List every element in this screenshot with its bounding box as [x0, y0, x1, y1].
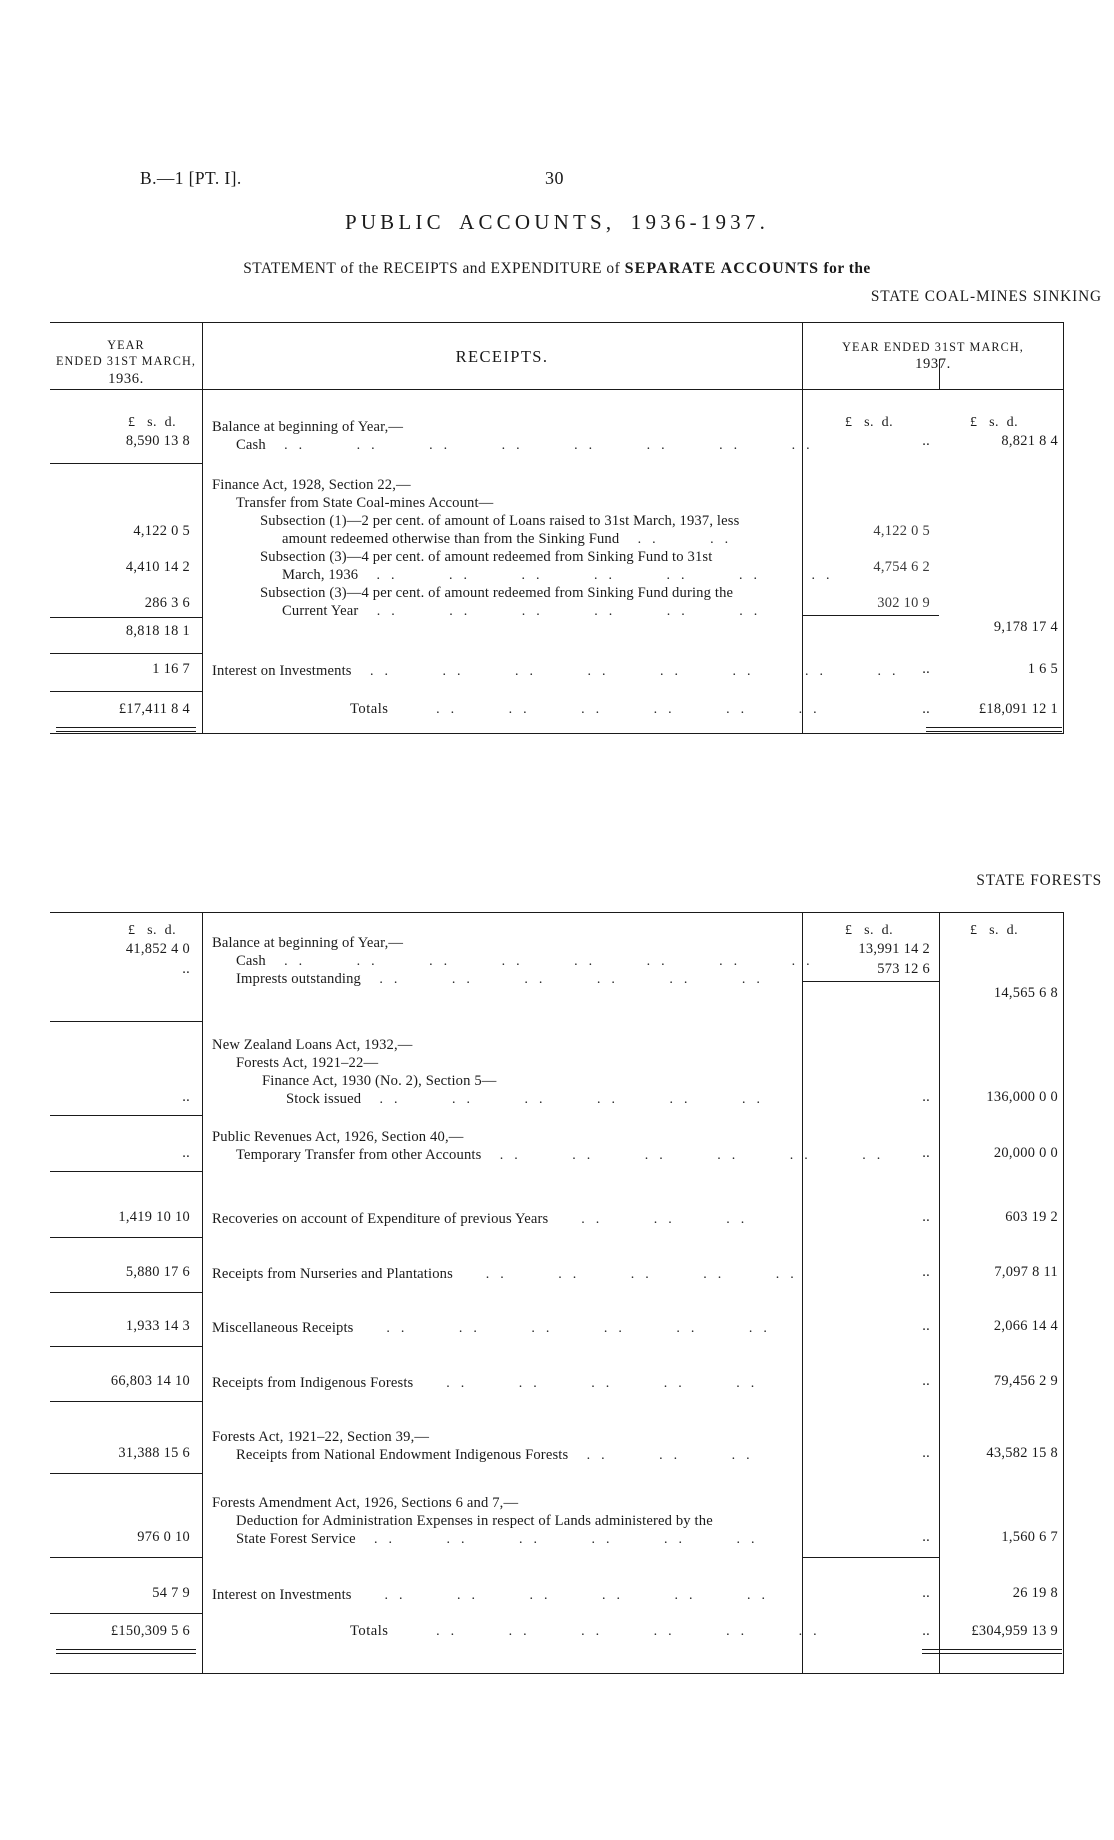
section-title-coal-mines-sinking: STATE COAL-MINES SINKING — [870, 288, 1102, 305]
table2-row8-mid: .. — [922, 1529, 930, 1545]
table2-vrule-far-right — [1063, 913, 1064, 1673]
table1-row2-desc-0: Subsection (3)—4 per cent. of amount redeemed from Sinking Fund to 31st — [260, 549, 713, 565]
table2-vrule-mid — [939, 913, 940, 1673]
page-number: 30 — [545, 168, 564, 188]
shillings-symbol: s. — [864, 923, 874, 938]
subtitle-lead: STATEMENT of the RECEIPTS and EXPENDITURE of — [243, 260, 625, 277]
table2-totals-label — [350, 1623, 828, 1640]
leader-dots: .. .. .. .. .. .. — [392, 702, 828, 717]
table2-row0-right: 14,565 6 8 — [993, 985, 1058, 1001]
statement-subtitle — [0, 260, 1114, 278]
table2-row5-right: 2,066 14 4 — [993, 1318, 1058, 1334]
table1-row5-right: 1 6 5 — [1027, 661, 1058, 677]
table1-total-right: £18,091 12 1 — [978, 701, 1058, 717]
table1-rule-before-totals — [50, 691, 202, 692]
table1-lsd-mid — [845, 415, 893, 431]
table1-row1-desc-3-text: amount redeemed otherwise than from the Sinking Fund — [282, 531, 620, 547]
page-header — [0, 168, 1114, 192]
table1-total-mid: .. — [922, 701, 930, 717]
table2-row0-desc-2 — [236, 969, 771, 990]
table1-row2-left: 4,410 14 2 — [125, 559, 190, 575]
table2-lsd-mid — [845, 923, 893, 939]
table2-row1-desc-0: New Zealand Loans Act, 1932,— — [212, 1037, 413, 1053]
table2-row2-desc-1 — [236, 1145, 891, 1166]
table2-row4-desc-0 — [212, 1264, 805, 1285]
table2-total-right: £304,959 13 9 — [971, 1623, 1058, 1639]
table2-row0-left: 41,852 4 0 — [125, 941, 190, 957]
table2-row0-desc-2-text: Imprests outstanding — [236, 971, 362, 987]
table2-row2-desc-0: Public Revenues Act, 1926, Section 40,— — [212, 1129, 464, 1145]
pound-symbol: £ — [845, 415, 853, 430]
table2-row4-right: 7,097 8 11 — [994, 1264, 1058, 1280]
pence-symbol: d. — [164, 415, 176, 430]
table2-rule-after-row5 — [50, 1346, 202, 1347]
table2-row4-left: 5,880 17 6 — [125, 1264, 190, 1280]
table-state-forests — [50, 912, 1064, 1674]
table1-row0-desc-1-text: Cash — [236, 437, 266, 453]
table2-row9-desc-0 — [212, 1585, 776, 1606]
table1-row3-desc-1-text: Current Year — [282, 603, 359, 619]
table2-rule-mid-row0 — [802, 981, 939, 982]
pound-symbol: £ — [970, 923, 978, 938]
leader-dots: .. .. .. .. .. .. — [357, 1321, 778, 1336]
pence-symbol: d. — [881, 923, 893, 938]
table1-header-rule — [50, 389, 1064, 390]
table2-total-left: £150,309 5 6 — [110, 1623, 190, 1639]
table1-right-head-year: 1937. — [915, 356, 951, 373]
table2-row8-right: 1,560 6 7 — [1001, 1529, 1058, 1545]
table2-row1-right: 136,000 0 0 — [986, 1089, 1058, 1105]
pence-symbol: d. — [164, 923, 176, 938]
table2-row5-mid: .. — [922, 1318, 930, 1334]
table2-row5-desc-text: Miscellaneous Receipts — [212, 1320, 354, 1336]
leader-dots: .. .. .. .. .. .. — [364, 972, 771, 987]
table2-row9-right: 26 19 8 — [1012, 1585, 1058, 1601]
table2-row0-left2: .. — [182, 961, 190, 977]
table2-vrule-right — [802, 913, 803, 1673]
table1-row3-mid: 302 10 9 — [877, 595, 930, 611]
table2-row6-desc-0 — [212, 1373, 765, 1394]
table1-total-left: £17,411 8 4 — [118, 701, 190, 717]
table2-rule-after-row6 — [50, 1401, 202, 1402]
table1-row1-desc-0: Finance Act, 1928, Section 22,— — [212, 477, 411, 493]
pound-symbol: £ — [970, 415, 978, 430]
table1-col-center-header — [202, 347, 802, 367]
table1-rule-before-subtotal — [50, 617, 202, 618]
pence-symbol: d. — [1006, 415, 1018, 430]
table2-row3-right: 603 19 2 — [1005, 1209, 1058, 1225]
section-title-state-forests: STATE FORESTS — [976, 872, 1102, 889]
shillings-symbol: s. — [989, 415, 999, 430]
table1-lsd-right — [970, 415, 1018, 431]
table2-row8-desc-2 — [236, 1529, 766, 1550]
table2-row7-desc-1 — [236, 1445, 761, 1466]
table2-row9-mid: .. — [922, 1585, 930, 1601]
table2-row0-desc-1-text: Cash — [236, 953, 266, 969]
leader-dots: .. .. .. .. .. .. .. .. — [355, 664, 907, 679]
table2-row9-left: 54 7 9 — [152, 1585, 190, 1601]
pound-symbol: £ — [845, 923, 853, 938]
pound-symbol: £ — [128, 415, 136, 430]
table1-right-head-line1: YEAR ENDED 31ST MARCH, — [842, 340, 1024, 354]
table2-row0-desc-0: Balance at beginning of Year,— — [212, 935, 404, 951]
leader-dots: .. .. .. .. .. .. .. .. — [269, 438, 821, 453]
table1-totals-label — [350, 701, 828, 718]
table2-row8-desc-2-text: State Forest Service — [236, 1531, 356, 1547]
table2-row1-desc-1: Forests Act, 1921–22— — [236, 1055, 379, 1071]
leader-dots: .. .. — [623, 532, 740, 547]
table2-total-rule-right — [922, 1649, 1062, 1654]
table2-row6-mid: .. — [922, 1373, 930, 1389]
leader-dots: .. .. .. .. .. .. .. — [362, 568, 841, 583]
leader-dots: .. .. .. .. .. .. — [355, 1588, 776, 1603]
table1-row1-desc-1: Transfer from State Coal-mines Account— — [236, 495, 494, 511]
shillings-symbol: s. — [147, 923, 157, 938]
table2-totals-label-text: Totals — [350, 1623, 389, 1639]
table1-row0-right: 8,821 8 4 — [1001, 433, 1058, 449]
table2-row7-right: 43,582 15 8 — [986, 1445, 1058, 1461]
table2-row0-mid2: 573 12 6 — [877, 961, 930, 977]
table2-rule-mid-row8 — [802, 1557, 939, 1558]
pence-symbol: d. — [881, 415, 893, 430]
table2-lsd-right — [970, 923, 1018, 939]
table2-rule-after-row7 — [50, 1473, 202, 1474]
table2-row1-desc-2: Finance Act, 1930 (No. 2), Section 5— — [262, 1073, 497, 1089]
leader-dots: .. .. .. .. .. .. — [359, 1532, 766, 1547]
document-reference: B.—1 [PT. I]. — [140, 168, 242, 188]
table2-row3-desc-text: Recoveries on account of Expenditure of previous Years — [212, 1211, 549, 1227]
table2-row3-left: 1,419 10 10 — [118, 1209, 190, 1225]
table1-vrule-left — [202, 323, 203, 733]
table2-row0-mid: 13,991 14 2 — [858, 941, 930, 957]
table1-left-head-year: 1936. — [108, 370, 144, 387]
table2-rule-after-row4 — [50, 1292, 202, 1293]
leader-dots: .. .. .. .. .. .. — [392, 1624, 828, 1639]
table1-row0-desc-0: Balance at beginning of Year,— — [212, 419, 404, 435]
shillings-symbol: s. — [864, 415, 874, 430]
table2-row2-right: 20,000 0 0 — [993, 1145, 1058, 1161]
table1-totals-label-text: Totals — [350, 701, 389, 717]
table2-row7-mid: .. — [922, 1445, 930, 1461]
table2-row7-desc-0: Forests Act, 1921–22, Section 39,— — [212, 1429, 430, 1445]
table2-row1-desc-3-text: Stock issued — [286, 1091, 362, 1107]
leader-dots: .. .. .. .. .. — [417, 1376, 766, 1391]
table1-row0-desc-1 — [236, 435, 821, 456]
table2-row2-mid: .. — [922, 1145, 930, 1161]
table1-total-rule-right — [926, 727, 1062, 732]
table-coal-mines-sinking — [50, 322, 1064, 734]
table1-row5-mid: .. — [922, 661, 930, 677]
table1-row0-mid: .. — [922, 433, 930, 449]
table1-lsd-left — [128, 415, 176, 431]
pound-symbol: £ — [128, 923, 136, 938]
table2-row6-right: 79,456 2 9 — [993, 1373, 1058, 1389]
pence-symbol: d. — [1006, 923, 1018, 938]
table1-total-rule-left — [56, 727, 196, 732]
table1-rule-after-subtotal — [50, 653, 202, 654]
subtitle-tail: for the — [819, 260, 871, 277]
table2-rule-after-row2 — [50, 1171, 202, 1172]
table2-total-mid: .. — [922, 1623, 930, 1639]
table2-row2-left: .. — [182, 1145, 190, 1161]
table1-row3-right: 9,178 17 4 — [993, 619, 1058, 635]
leader-dots: .. .. .. — [572, 1448, 761, 1463]
table2-row6-desc-text: Receipts from Indigenous Forests — [212, 1375, 414, 1391]
subtitle-emphasis: SEPARATE ACCOUNTS — [624, 260, 820, 277]
table1-row3-desc-0: Subsection (3)—4 per cent. of amount redeemed from Sinking Fund during the — [260, 585, 734, 601]
table2-row1-mid: .. — [922, 1089, 930, 1105]
table1-vrule-far-right — [1063, 323, 1064, 733]
table2-row5-left: 1,933 14 3 — [125, 1318, 190, 1334]
table2-rule-after-row1 — [50, 1115, 202, 1116]
table1-row1-desc-2: Subsection (1)—2 per cent. of amount of Loans raised to 31st March, 1937, less — [260, 513, 740, 529]
table2-row9-desc-text: Interest on Investments — [212, 1587, 352, 1603]
leader-dots: .. .. .. .. .. .. .. .. — [269, 954, 821, 969]
leader-dots: .. .. .. — [552, 1212, 756, 1227]
table1-row5-desc-text: Interest on Investments — [212, 663, 352, 679]
table1-row5-left: 1 16 7 — [152, 661, 190, 677]
table2-row1-desc-3 — [286, 1089, 771, 1110]
table2-row6-left: 66,803 14 10 — [110, 1373, 190, 1389]
table1-row5-desc-0 — [212, 661, 906, 682]
shillings-symbol: s. — [989, 923, 999, 938]
table2-row2-desc-1-text: Temporary Transfer from other Accounts — [236, 1147, 482, 1163]
table1-row3-left: 286 3 6 — [144, 595, 190, 611]
table2-rule-before-totals — [50, 1613, 202, 1614]
table2-row3-mid: .. — [922, 1209, 930, 1225]
table2-row8-left: 976 0 10 — [137, 1529, 190, 1545]
table1-row4-left-subtotal: 8,818 18 1 — [125, 623, 190, 639]
shillings-symbol: s. — [147, 415, 157, 430]
table2-total-rule-left — [56, 1649, 196, 1654]
table2-row8-desc-0: Forests Amendment Act, 1926, Sections 6 and 7,— — [212, 1495, 519, 1511]
table1-rule-mid-subtotal — [802, 615, 939, 616]
table1-col-right-header — [802, 339, 1064, 375]
table1-row1-left: 4,122 0 5 — [133, 523, 190, 539]
table1-col-left-header — [50, 337, 202, 390]
table2-row7-desc-1-text: Receipts from National Endowment Indigenous Forests — [236, 1447, 569, 1463]
table2-row1-left: .. — [182, 1089, 190, 1105]
table2-row4-mid: .. — [922, 1264, 930, 1280]
table1-center-head-label: RECEIPTS. — [455, 347, 549, 366]
table2-rule-after-row8 — [50, 1557, 202, 1558]
table2-row5-desc-0 — [212, 1318, 778, 1339]
leader-dots: .. .. .. .. .. — [456, 1267, 805, 1282]
table1-row2-mid: 4,754 6 2 — [873, 559, 930, 575]
table1-left-head-line1: YEAR — [107, 338, 145, 352]
table2-rule-after-row0 — [50, 1021, 202, 1022]
leader-dots: .. .. .. .. .. .. — [362, 604, 769, 619]
table2-vrule-left — [202, 913, 203, 1673]
table1-rule-after-row0 — [50, 463, 202, 464]
table1-row1-mid: 4,122 0 5 — [873, 523, 930, 539]
table2-lsd-left — [128, 923, 176, 939]
table1-row0-left: 8,590 13 8 — [125, 433, 190, 449]
page-title: PUBLIC ACCOUNTS, 1936-1937. — [344, 210, 770, 234]
table2-row3-desc-0 — [212, 1209, 755, 1230]
table1-row2-desc-1-text: March, 1936 — [282, 567, 359, 583]
leader-dots: .. .. .. .. .. .. — [365, 1092, 771, 1107]
table1-left-head-line2: ENDED 31ST MARCH, — [55, 354, 197, 369]
leader-dots: .. .. .. .. .. .. — [485, 1148, 892, 1163]
table2-row8-desc-1: Deduction for Administration Expenses in respect of Lands administered by the — [236, 1513, 713, 1529]
table1-row3-desc-1 — [282, 601, 768, 622]
table2-row4-desc-text: Receipts from Nurseries and Plantations — [212, 1266, 453, 1282]
table2-row7-left: 31,388 15 6 — [118, 1445, 190, 1461]
table2-rule-after-row3 — [50, 1237, 202, 1238]
